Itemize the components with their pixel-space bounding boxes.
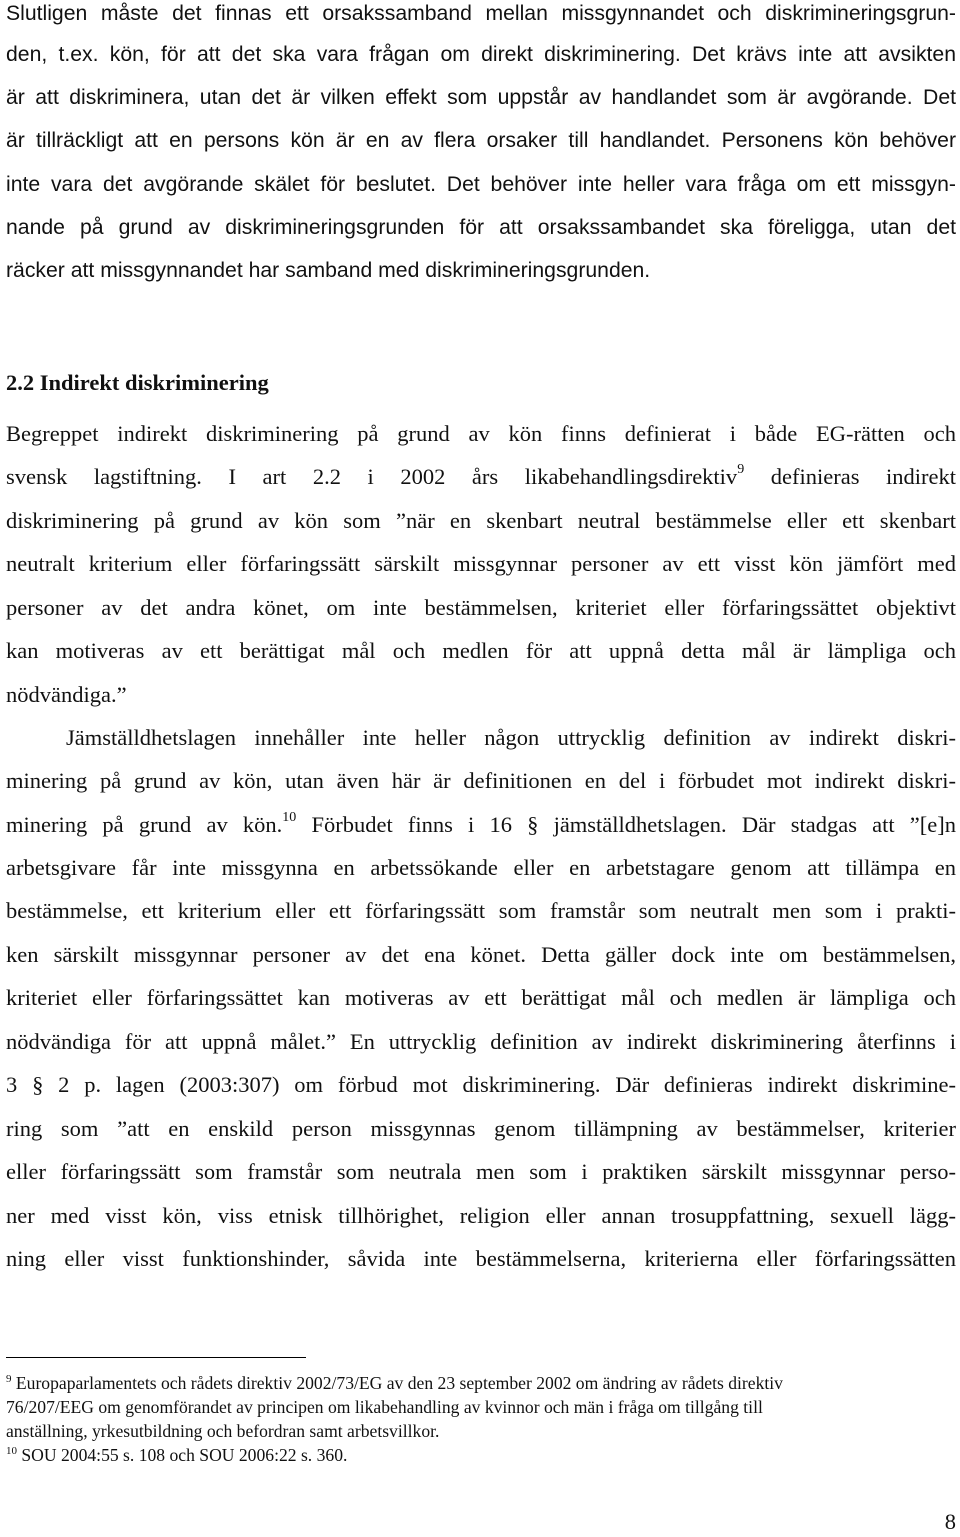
body-line: nödvändiga.” (6, 682, 127, 707)
body-line: räcker att missgynnandet har samband med diskrimineringsgrunden. (6, 259, 651, 282)
footnote-ref: 9 (737, 462, 745, 477)
body-line: ner med visst kön, viss etnisk tillhörighet, religion eller annan trosuppfattning, sexuell lägg- (6, 1203, 956, 1228)
body-line: 3 § 2 p. lagen (2003:307) om förbud mot diskriminering. Där definieras indirekt diskrimine- (6, 1072, 956, 1097)
footnote-continuation (6, 1420, 946, 1442)
footnote-mark: 10 (6, 1445, 17, 1457)
body-line: ning eller visst funktionshinder, såvida inte bestämmelserna, kriterierna eller förfaringssätten (6, 1246, 956, 1271)
body-line-with-footnote-ref (6, 463, 956, 495)
body-text: Förbudet finns i 16 § jämställdhetslagen. Där stadgas att ”[e]n (296, 812, 956, 837)
section-heading: 2.2 Indirekt diskriminering (6, 370, 269, 395)
body-text: definieras indirekt (744, 464, 957, 489)
body-line: neutralt kriterium eller förfaringssätt särskilt missgynnar personer av ett visst kön jämfört med (6, 551, 956, 576)
footnote (6, 1372, 946, 1397)
body-line: är att diskriminera, utan det är vilken effekt som uppstår av handlandet som är avgörande. Det (6, 86, 956, 109)
footnote-text: 76/207/EEG om genomförandet av principen om likabehandling av kvinnor och män i fråga om tillgång till (6, 1397, 763, 1417)
body-line-with-footnote-ref (6, 811, 956, 843)
body-line: ken särskilt missgynnar personer av det ena könet. Detta gäller dock inte om bestämmelsen, (6, 942, 956, 967)
body-line: arbetsgivare får inte missgynna en arbetssökande eller en arbetstagare genom att tillämpa en (6, 855, 956, 880)
footnote-text: anställning, yrkesutbildning och befordran samt arbetsvillkor. (6, 1421, 440, 1441)
body-line: kriteriet eller förfaringssättet kan motiveras av ett berättigat mål och medlen är lämpliga och (6, 985, 956, 1010)
footnote-ref: 10 (282, 810, 297, 825)
body-line: Begreppet indirekt diskriminering på grund av kön finns definierat i både EG-rätten och (6, 421, 956, 446)
footnote-continuation (6, 1396, 946, 1418)
body-line: nande på grund av diskrimineringsgrunden för att orsakssambandet ska föreligga, utan det (6, 216, 956, 239)
body-text: svensk lagstiftning. I art 2.2 i 2002 års likabehandlingsdirektiv (6, 464, 738, 489)
body-line: personer av det andra könet, om inte bestämmelsen, kriteriet eller förfaringssättet objektivt (6, 595, 956, 620)
body-line: inte vara det avgörande skälet för beslutet. Det behöver inte heller vara fråga om ett missgyn- (6, 173, 956, 196)
body-line: bestämmelse, ett kriterium eller ett förfaringssätt som framstår som neutralt men som i prakti- (6, 898, 956, 923)
footnote-separator (6, 1357, 306, 1358)
footnote-text: Europaparlamentets och rådets direktiv 2002/73/EG av den 23 september 2002 om ändring av rådets direktiv (11, 1373, 783, 1393)
body-line: eller förfaringssätt som framstår som neutrala men som i praktiken särskilt missgynnar perso- (6, 1159, 956, 1184)
page-number: 8 (944, 1509, 956, 1534)
body-line: diskriminering på grund av kön som ”när en skenbart neutral bestämmelse eller ett skenbart (6, 508, 956, 533)
body-text: minering på grund av kön. (6, 812, 283, 837)
body-line: den, t.ex. kön, för att det ska vara frågan om direkt diskriminering. Det krävs inte att avsikten (6, 43, 956, 66)
footnote-text: SOU 2004:55 s. 108 och SOU 2006:22 s. 360. (17, 1445, 348, 1465)
paragraph-first-line: Jämställdhetslagen innehåller inte heller någon uttrycklig definition av indirekt diskri- (66, 725, 956, 750)
footnote-mark: 9 (6, 1373, 12, 1385)
body-line: minering på grund av kön, utan även här är definitionen en del i förbudet mot indirekt diskri- (6, 768, 956, 793)
body-line: nödvändiga för att uppnå målet.” En uttrycklig definition av indirekt diskriminering återfinns i (6, 1029, 956, 1054)
body-line: ring som ”att en enskild person missgynnas genom tillämpning av bestämmelser, kriterier (6, 1116, 956, 1141)
body-line: kan motiveras av ett berättigat mål och medlen för att uppnå detta mål är lämpliga och (6, 638, 956, 663)
footnote (6, 1444, 946, 1469)
body-line: är tillräckligt att en persons kön är en av flera orsaker till handlandet. Personens kön behöver (6, 129, 956, 152)
body-line: Slutligen måste det finnas ett orsakssamband mellan missgynnandet och diskrimineringsgrun- (6, 2, 956, 25)
